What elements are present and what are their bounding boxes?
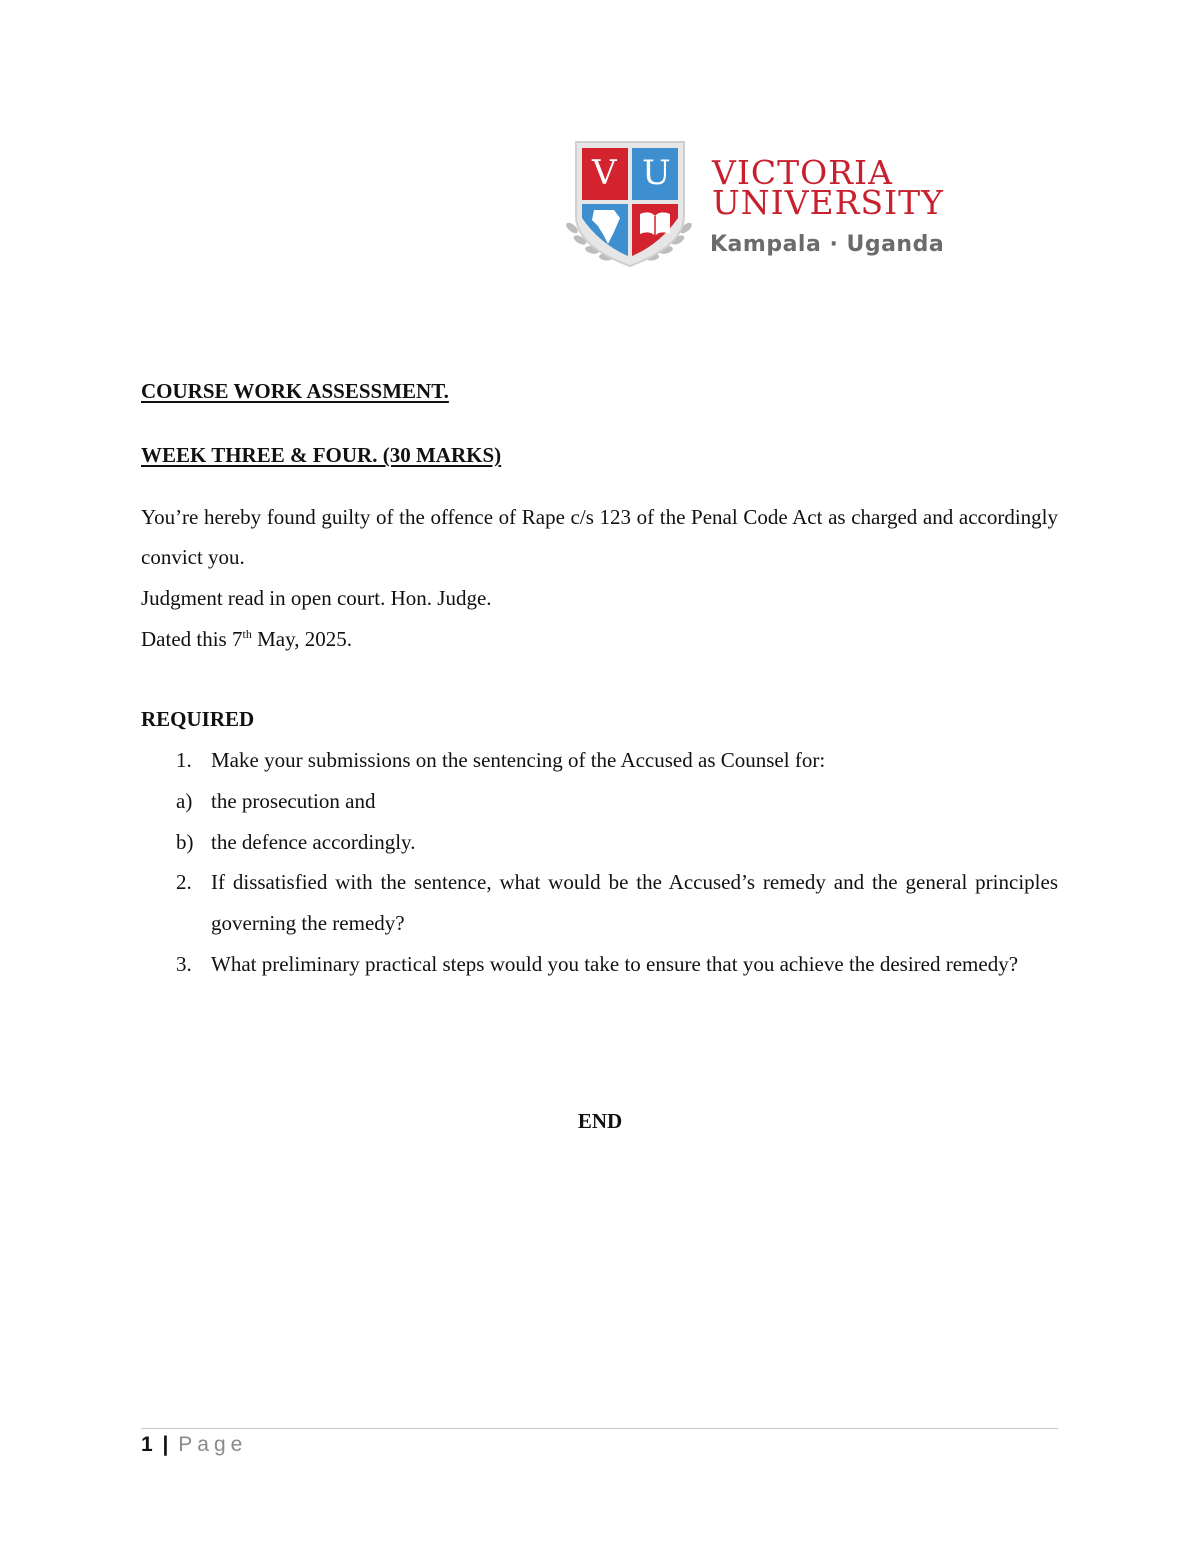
university-logo	[562, 136, 952, 276]
footer-divider	[141, 1428, 1058, 1429]
university-location: Kampala · Uganda	[710, 232, 945, 257]
document-title: COURSE WORK ASSESSMENT.	[141, 379, 449, 403]
list-item: the defence accordingly.	[211, 830, 416, 854]
university-name-line2: UNIVERSITY	[712, 183, 944, 222]
footer-separator: |	[162, 1433, 169, 1456]
list-item: What preliminary practical steps would you take to ensure that you achieve the desired remedy?	[211, 952, 1019, 976]
university-name-line1: VICTORIA	[712, 153, 893, 192]
date-ordinal: th	[242, 627, 252, 641]
page-label: Page	[178, 1433, 248, 1456]
dated-line: Dated this 7th May, 2025.	[141, 627, 352, 651]
list-marker: b)	[176, 830, 194, 854]
shield-emblem	[562, 136, 702, 276]
list-marker: 1.	[176, 748, 192, 772]
list-item: Make your submissions on the sentencing of the Accused as Counsel for:	[211, 748, 826, 772]
list-marker: 2.	[176, 870, 192, 894]
monogram-v: V	[592, 153, 617, 193]
monogram-u: U	[642, 153, 671, 193]
list-item: the prosecution and	[211, 789, 376, 813]
required-heading: REQUIRED	[141, 707, 255, 731]
list-marker: 3.	[176, 952, 192, 976]
page-number: 1	[141, 1433, 153, 1456]
verdict-paragraph: You’re hereby found guilty of the offence of Rape c/s 123 of the Penal Code Act as charged and accordingly convict you.	[141, 505, 1058, 569]
page-footer	[141, 1433, 247, 1457]
document-subtitle: WEEK THREE & FOUR. (30 MARKS)	[141, 443, 502, 467]
list-item: If dissatisfied with the sentence, what would be the Accused’s remedy and the general principles governing the remedy?	[211, 870, 1058, 935]
list-marker: a)	[176, 789, 193, 813]
judgment-line: Judgment read in open court. Hon. Judge.	[141, 586, 492, 610]
end-marker: END	[577, 1109, 623, 1133]
